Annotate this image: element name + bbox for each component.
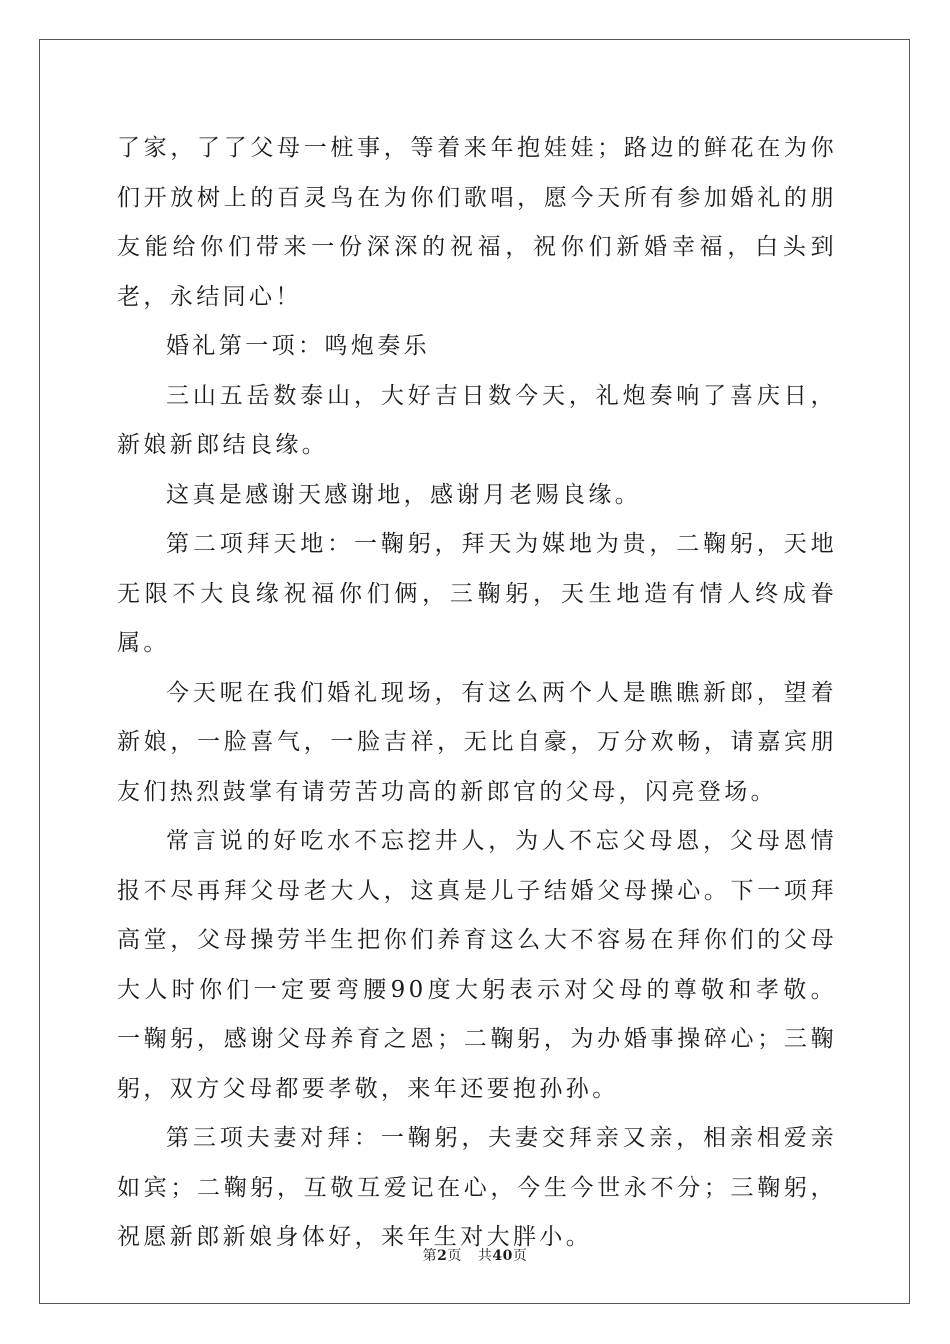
page-number: 2 [437, 1248, 448, 1264]
page-prefix: 第 [422, 1248, 438, 1264]
document-body [117, 124, 837, 1263]
paragraph-4: 这真是感谢天感谢地，感谢月老赐良缘。 [166, 481, 642, 508]
paragraph-8: 第三项夫妻对拜：一鞠躬，夫妻交拜亲又亲，相亲相爱亲如宾；二鞠躬，互敬互爱记在心，今生今世永不分；三鞠躬，祝愿新郎新娘身体好，来年生对大胖小。 [117, 1125, 837, 1250]
paragraph-3: 三山五岳数泰山，大好吉日数今天，礼炮奏响了喜庆日，新娘新郎结良缘。 [117, 382, 837, 458]
page-footer [0, 1245, 950, 1265]
total-pages: 40 [492, 1248, 513, 1264]
total-suffix: 页 [512, 1248, 528, 1264]
paragraph-6: 今天呢在我们婚礼现场，有这么两个人是瞧瞧新郎，望着新娘，一脸喜气，一脸吉祥，无比自豪，万分欢畅，请嘉宾朋友们热烈鼓掌有请劳苦功高的新郎官的父母，闪亮登场。 [117, 679, 837, 805]
page-suffix: 页 [447, 1248, 462, 1264]
paragraph-7: 常言说的好吃水不忘挖井人，为人不忘父母恩，父母恩情报不尽再拜父母老大人，这真是儿子结婚父母操心。下一项拜高堂，父母操劳半生把你们养育这么大不容易在拜你们的父母大人时你们一定要弯腰90度大躬表示对父母的尊敬和孝敬。一鞠躬，感谢父母养育之恩；二鞠躬，为办婚事操碎心；三鞠躬，双方父母都要孝敬，来年还要抱孙孙。 [117, 828, 837, 1102]
total-prefix: 共 [477, 1248, 493, 1264]
paragraph-5: 第二项拜天地：一鞠躬，拜天为媒地为贵，二鞠躬，天地无限不大良缘祝福你们俩，三鞠躬，天生地造有情人终成眷属。 [117, 531, 837, 656]
paragraph-1: 了家，了了父母一桩事，等着来年抱娃娃；路边的鲜花在为你们开放树上的百灵鸟在为你们歌唱，愿今天所有参加婚礼的朋友能给你们带来一份深深的祝福，祝你们新婚幸福，白头到老，永结同心！ [117, 135, 837, 310]
paragraph-2: 婚礼第一项：鸣炮奏乐 [166, 333, 430, 359]
